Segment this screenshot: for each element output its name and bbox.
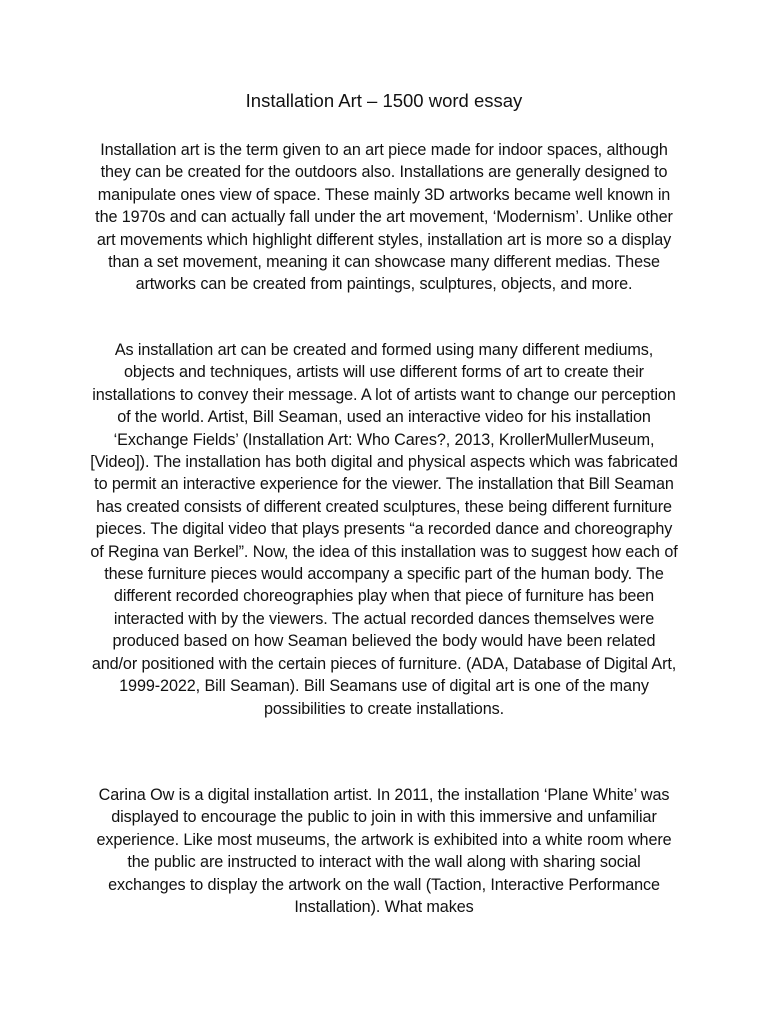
paragraph-bill-seaman: As installation art can be created and formed using many different mediums, objects and techniques, artists will use different forms of art to create their installations to convey their message. A lot of artists want to change our perception of the world. Artist, Bill Seaman, used an interactive video for his installation ‘Exchange Fields’ (Installation Art: Who Cares?, 2013, KrollerMullerMuseum, [Video]). The installation has both digital and physical aspects which was fabricated to permit an interactive experience for the viewer. The installation that Bill Seaman has created consists of different created sculptures, these being different furniture pieces. The digital video that plays presents “a recorded dance and choreography of Regina van Berkel”. Now, the idea of this installation was to suggest how each of these furniture pieces would accompany a specific part of the human body. The different recorded choreographies play when that piece of furniture has been interacted with by the viewers. The actual recorded dances themselves were produced based on how Seaman believed the body would have been related and/or positioned with the certain pieces of furniture. (ADA, Database of Digital Art, 1999-2022, Bill Seaman). Bill Seamans use of digital art is one of the many possibilities to create installations. [90, 341, 678, 718]
paragraph-intro: Installation art is the term given to an art piece made for indoor spaces, although they can be created for the outdoors also. Installations are generally designed to manipulate ones view of space. These mainly 3D artworks became well known in the 1970s and can actually fall under the art movement, ‘Modernism’. Unlike other art movements which highlight different styles, installation art is more so a display than a set movement, meaning it can showcase many different medias. These artworks can be created from paintings, sculptures, objects, and more. [95, 141, 673, 294]
page-title: Installation Art – 1500 word essay [245, 90, 523, 111]
paragraph-carina-ow: Carina Ow is a digital installation artist. In 2011, the installation ‘Plane White’ was displayed to encourage the public to join in with this immersive and unfamiliar experience. Like most museums, the artwork is exhibited into a white room where the public are instructed to interact with the wall along with sharing social exchanges to display the artwork on the wall (Taction, Interactive Performance Installation). What makes [96, 786, 672, 917]
